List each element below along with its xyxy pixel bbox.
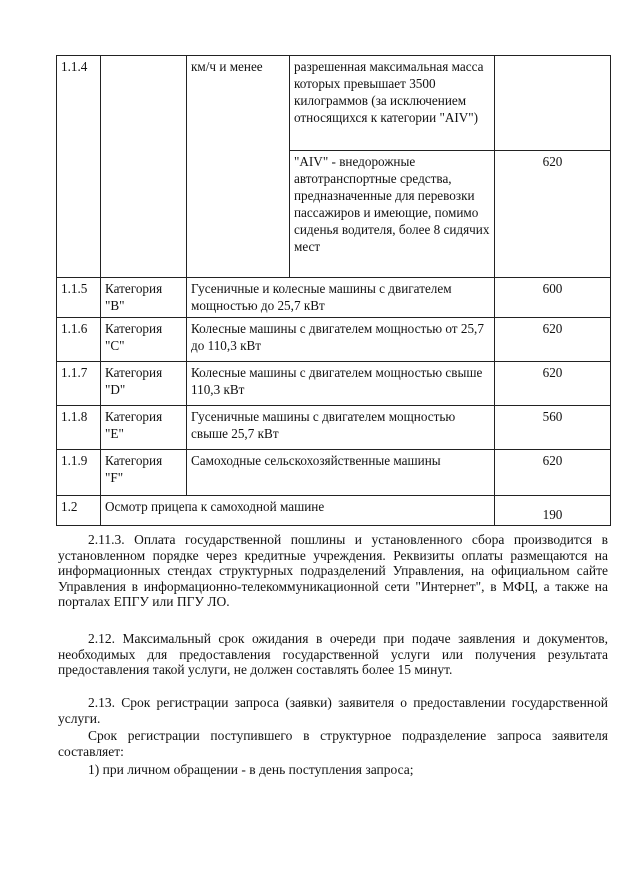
- row-description: Самоходные сельскохозяйственные машины: [187, 450, 495, 496]
- row-category: Категория "E": [101, 406, 187, 450]
- row-number: 1.1.7: [57, 362, 101, 406]
- row-category: Категория "D": [101, 362, 187, 406]
- row-description: разрешенная максимальная масса которых превышает 3500 килограммов (за исключением относящихся к категории "AIV"): [290, 56, 495, 151]
- row-category: Категория "C": [101, 318, 187, 362]
- table-row: [57, 406, 611, 450]
- paragraph-2-13: 2.13. Срок регистрации запроса (заявки) заявителя о предоставлении государственной услуги.: [58, 695, 608, 726]
- row-category: Категория "B": [101, 278, 187, 318]
- row-number: 1.1.8: [57, 406, 101, 450]
- fee-table: [56, 55, 611, 526]
- row-number: 1.1.4: [57, 56, 101, 278]
- speed-cell: км/ч и менее: [187, 56, 290, 278]
- row-category-empty: [101, 56, 187, 278]
- row-price-empty: [495, 56, 611, 151]
- row-number: 1.1.5: [57, 278, 101, 318]
- row-description: Колесные машины с двигателем мощностью свыше 110,3 кВт: [187, 362, 495, 406]
- table-row: [57, 56, 611, 151]
- table-row: [57, 362, 611, 406]
- row-description: Осмотр прицепа к самоходной машине: [101, 496, 495, 526]
- paragraph-item-1: 1) при личном обращении - в день поступления запроса;: [88, 762, 414, 777]
- paragraph-registration-term: Срок регистрации поступившего в структурное подразделение запроса заявителя составляет:: [58, 728, 608, 759]
- row-price: 620: [495, 318, 611, 362]
- row-description: Колесные машины с двигателем мощностью от 25,7 до 110,3 кВт: [187, 318, 495, 362]
- row-number: 1.1.6: [57, 318, 101, 362]
- row-description: Гусеничные машины с двигателем мощностью свыше 25,7 кВт: [187, 406, 495, 450]
- row-category: Категория "F": [101, 450, 187, 496]
- table-row: [57, 318, 611, 362]
- table-row: [57, 496, 611, 526]
- table-row: [57, 450, 611, 496]
- row-price: 620: [495, 151, 611, 278]
- row-number: 1.1.9: [57, 450, 101, 496]
- row-price: 560: [495, 406, 611, 450]
- row-price: 620: [495, 450, 611, 496]
- row-description: Гусеничные и колесные машины с двигателем мощностью до 25,7 кВт: [187, 278, 495, 318]
- row-price: 620: [495, 362, 611, 406]
- paragraph-2-12: 2.12. Максимальный срок ожидания в очереди при подаче заявления и документов, необходимых для предоставления государственной услуги или получения результата предоставления такой услуги, не должен составлять более 15 минут.: [58, 631, 608, 677]
- paragraph-2-11-3: 2.11.3. Оплата государственной пошлины и установленного сбора производится в установленном порядке через кредитные учреждения. Реквизиты оплаты размещаются на информационных стендах структурных подразделений Управления, на официальном сайте Управления в информационно-телекоммуникационной сети "Интернет", в МФЦ, а также на порталах ЕПГУ или ПГУ ЛО.: [58, 532, 608, 609]
- row-price: 190: [495, 496, 611, 526]
- row-number: 1.2: [57, 496, 101, 526]
- row-description: "AIV" - внедорожные автотранспортные средства, предназначенные для перевозки пассажиров и имеющие, помимо сиденья водителя, более 8 сидячих мест: [290, 151, 495, 278]
- table-row: [57, 278, 611, 318]
- row-price: 600: [495, 278, 611, 318]
